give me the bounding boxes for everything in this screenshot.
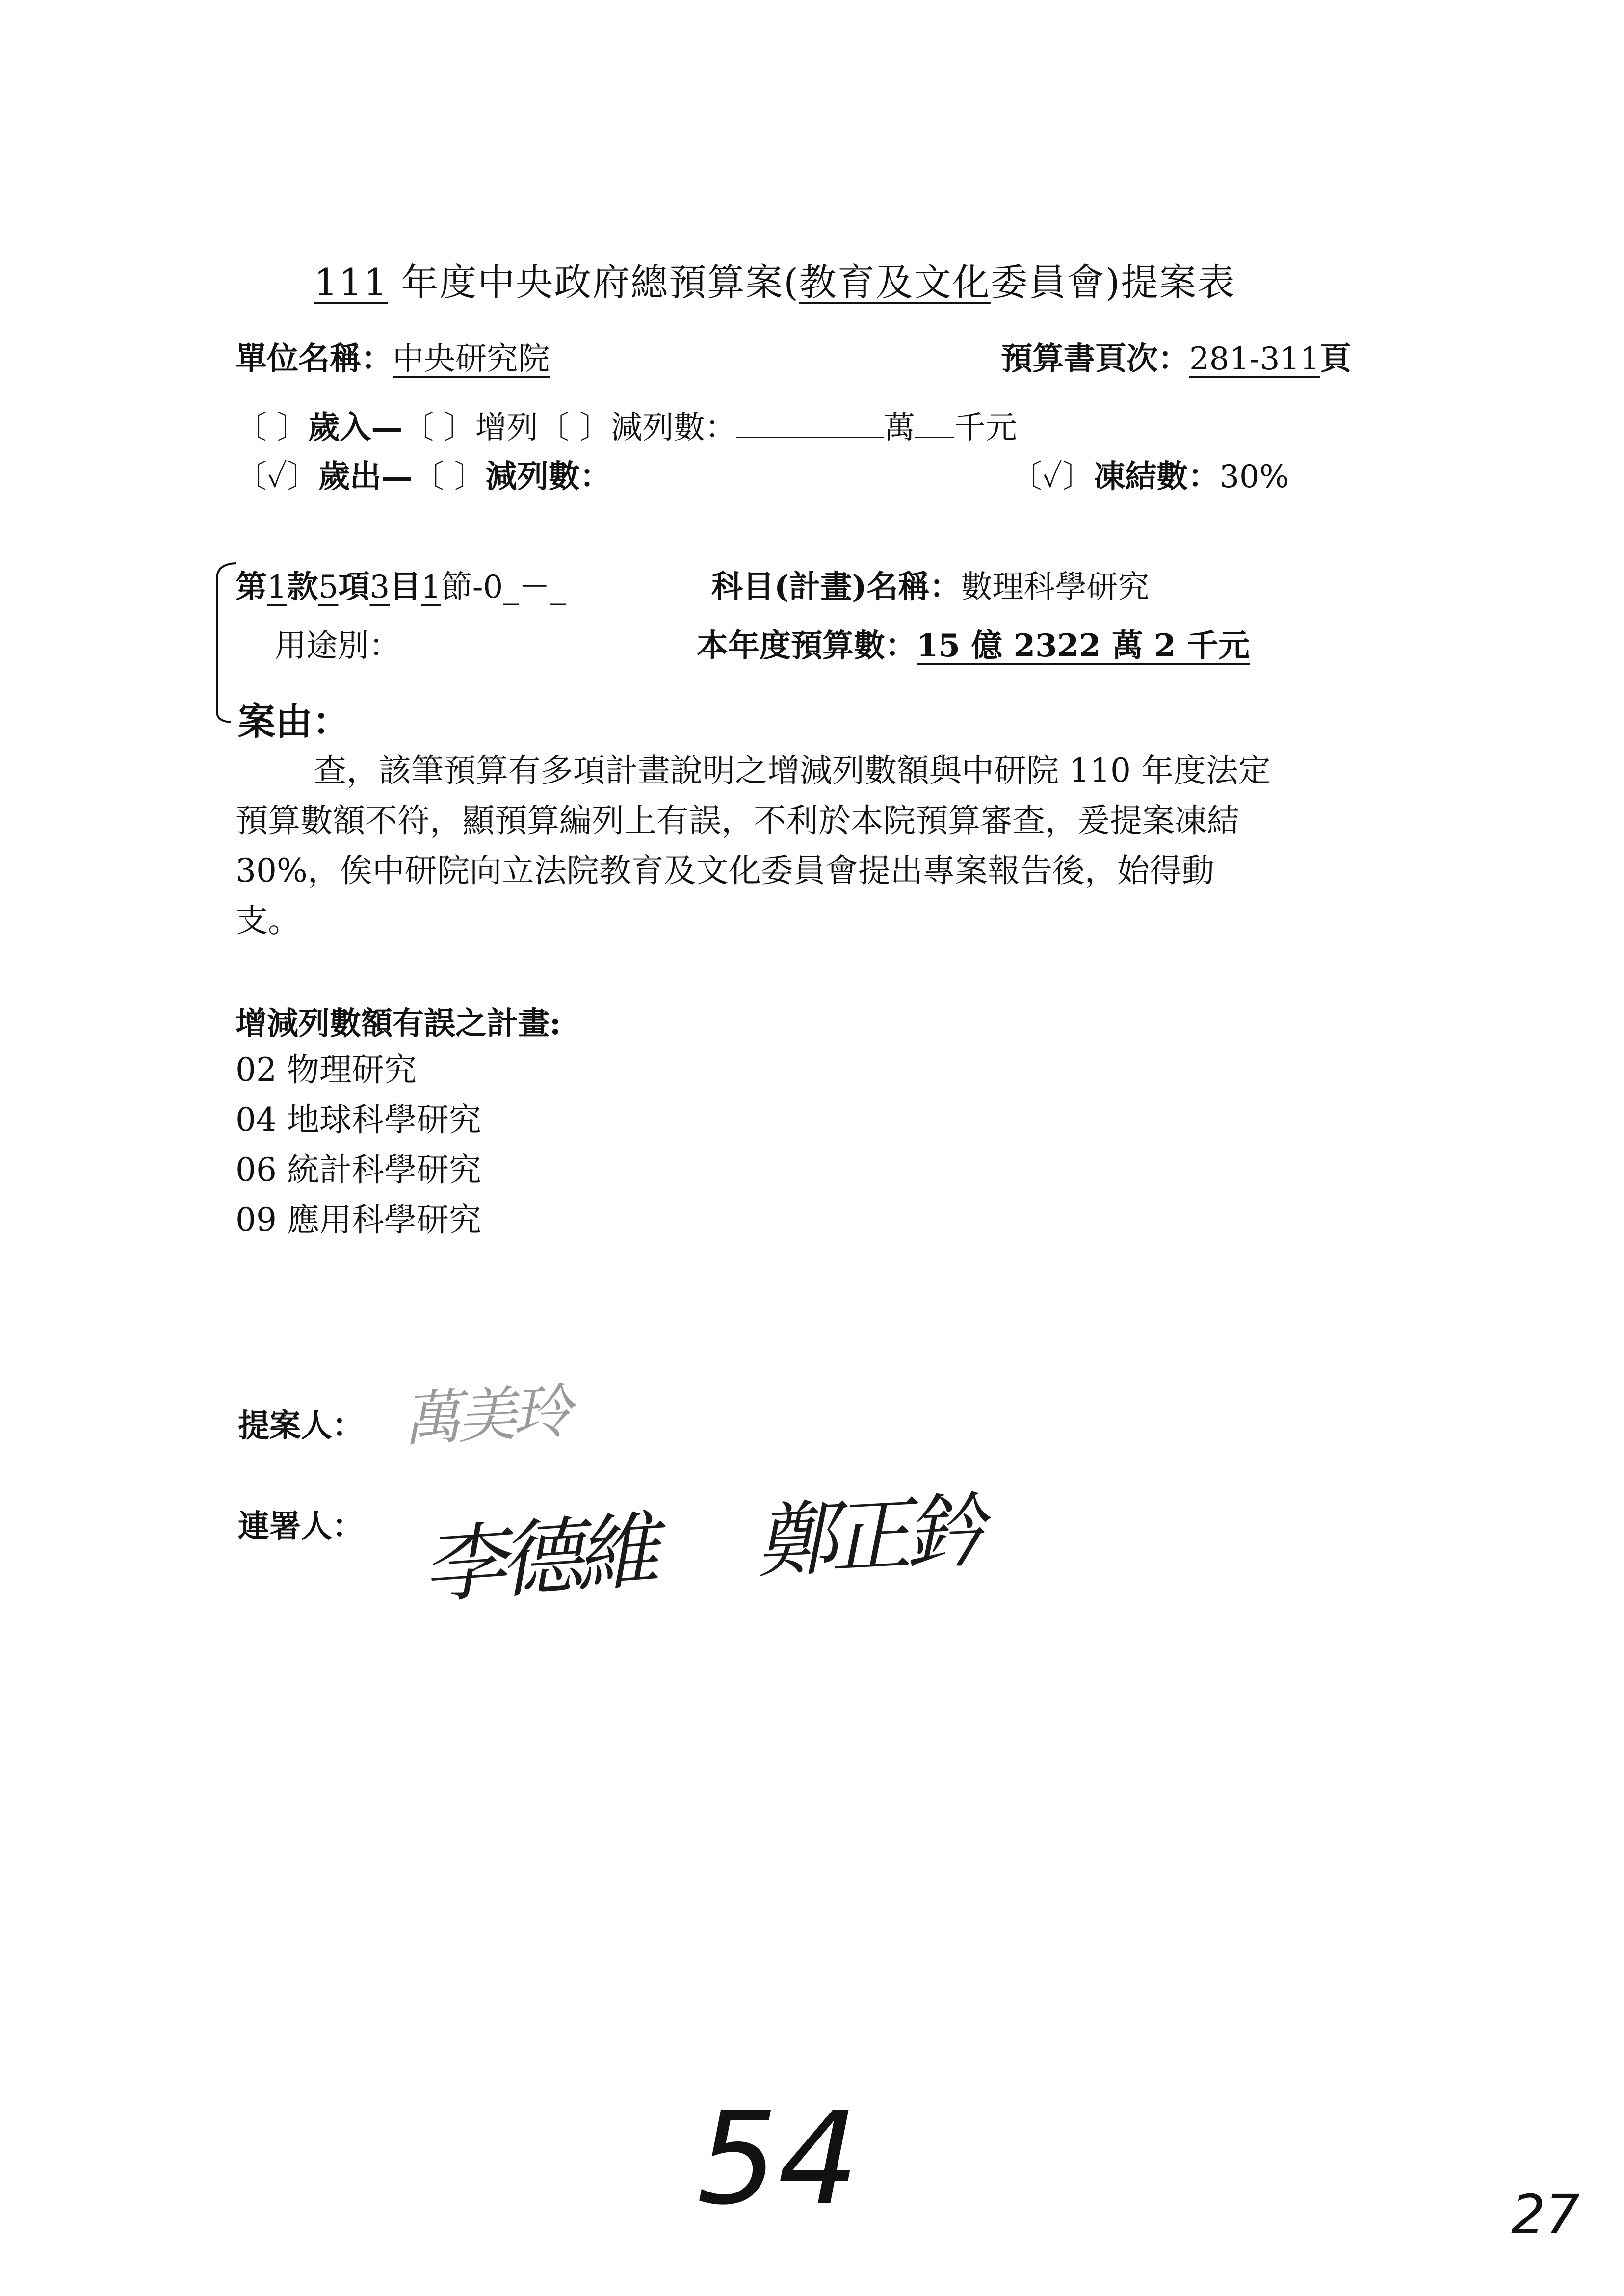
revenue-checkbox: 〔 〕	[236, 410, 309, 446]
title-committee: 教育及文化	[799, 261, 991, 304]
title-year: 111	[314, 261, 389, 304]
blank-line	[736, 417, 884, 438]
freeze-checkbox: 〔✓〕	[1011, 459, 1094, 495]
freeze-value: 30%	[1219, 459, 1289, 495]
cosigner-label: 連署人：	[238, 1508, 364, 1545]
list-item: 02 物理研究	[236, 1051, 417, 1089]
reduce-label: 減列數：	[611, 410, 737, 446]
reason-line: 查，該筆預算有多項計畫說明之增減列數額與中研院 110 年度法定	[314, 752, 1271, 789]
mu-value: 3	[369, 569, 390, 605]
freeze-row	[1011, 451, 1289, 496]
revenue-row	[236, 402, 1017, 447]
cosigner-signature-2: 鄭正鈐	[753, 1484, 981, 1590]
add-label: 增列	[475, 410, 538, 446]
wan-label: 萬	[884, 410, 916, 446]
amount-value: 15 億 2322 萬 2 千元	[917, 627, 1250, 664]
list-item: 06 統計科學研究	[236, 1151, 481, 1189]
qianyuan-label: 千元	[954, 410, 1018, 446]
proposer-label: 提案人：	[238, 1408, 364, 1444]
jie-value: 1	[421, 569, 441, 605]
title-text-1: 年度中央政府總預算案(	[388, 261, 799, 304]
expenditure-checkbox: 〔✓〕	[236, 459, 319, 495]
reason-line: 支。	[236, 902, 300, 939]
exp-reduce-label: 減列數：	[485, 458, 611, 495]
corner-page-number: 27	[1511, 2183, 1580, 2246]
list-item: 09 應用科學研究	[236, 1201, 481, 1239]
budget-pages-suffix: 頁	[1319, 340, 1351, 377]
xiang-value: 5	[318, 569, 339, 605]
jie-label: 節-0_－_	[441, 569, 566, 605]
page-number: 54	[697, 2085, 859, 2233]
mu-label: 目	[390, 569, 421, 605]
unit-name-row	[236, 334, 550, 379]
proposer-signature: 萬美玲	[401, 1378, 569, 1455]
kuan-label: 款	[287, 569, 318, 605]
budget-pages-row	[1001, 334, 1351, 379]
list-item: 04 地球科學研究	[236, 1101, 481, 1139]
freeze-label: 凍結數：	[1094, 458, 1220, 495]
di-label: 第	[236, 569, 267, 605]
revenue-label: 歲入—	[308, 409, 403, 446]
reason-line: 預算數額不符，顯預算編列上有誤，不利於本院預算審查，爰提案凍結	[236, 802, 1239, 839]
section-row	[236, 562, 566, 607]
reason-heading: 案由：	[238, 700, 350, 743]
document-title	[314, 253, 1236, 306]
reduce-checkbox: 〔 〕	[538, 410, 611, 446]
amount-row	[697, 621, 1250, 666]
kuan-value: 1	[267, 569, 287, 605]
plans-heading: 增減列數額有誤之計畫:	[236, 1005, 561, 1042]
expenditure-row	[236, 451, 611, 496]
budget-pages-label: 預算書頁次：	[1001, 340, 1189, 377]
unit-label: 單位名稱：	[236, 340, 393, 377]
reason-body	[236, 746, 1521, 946]
reason-line: 30%，俟中研院向立法院教育及文化委員會提出專案報告後，始得動	[236, 852, 1214, 889]
exp-reduce-checkbox: 〔 〕	[413, 459, 486, 495]
expenditure-label: 歲出—	[318, 458, 413, 495]
cosigner-signature-1: 李德維	[419, 1502, 655, 1616]
subject-label: 科目(計畫)名稱：	[711, 569, 961, 605]
budget-pages-value: 281-311	[1189, 341, 1320, 377]
add-checkbox: 〔 〕	[402, 410, 475, 446]
subject-row	[711, 562, 1150, 607]
amount-label: 本年度預算數：	[697, 627, 917, 664]
xiang-label: 項	[338, 569, 370, 605]
blank-line	[915, 417, 954, 438]
usage-label: 用途別：	[275, 628, 400, 664]
title-text-2: 委員會)提案表	[990, 261, 1236, 304]
unit-value: 中央研究院	[393, 341, 550, 377]
subject-value: 數理科學研究	[961, 569, 1150, 605]
plans-list	[236, 1045, 481, 1245]
